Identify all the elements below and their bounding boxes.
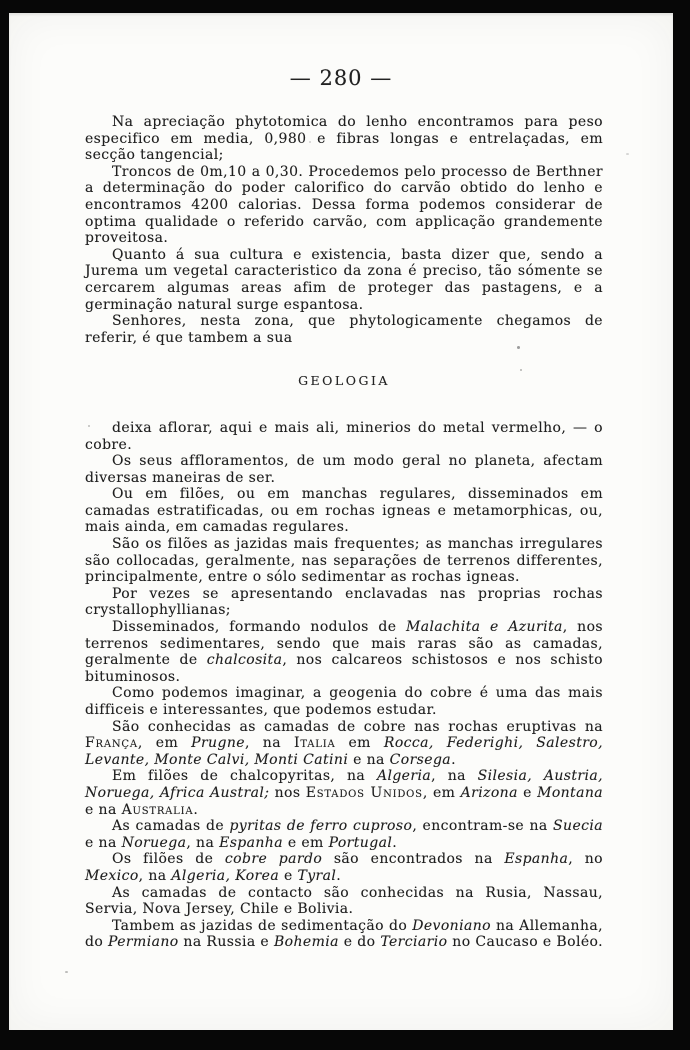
paragraph [85, 586, 603, 619]
text-run: Suecia [553, 818, 604, 835]
text-run: e na [85, 801, 122, 818]
paragraph [85, 851, 603, 884]
text-run: Prugne [191, 735, 245, 752]
text-run: Estados Unidos [305, 784, 423, 801]
text-run: Quanto á sua cultura e existencia, basta dizer que, sendo a Jurema um vegetal caracteristico da zona é preciso, tão sómente se cercarem algumas areas afim de proteger das pastagens, e a germinação natural surge espantosa. [85, 246, 603, 313]
text-run: Ou em filões, ou em manchas regulares, disseminados em camadas estratificadas, ou em rochas igneas e metamorphicas, ou, mais ainda, em camadas regulares. [85, 486, 603, 536]
text-run: , no [568, 851, 604, 868]
text-run: Devoniano [412, 917, 491, 934]
paragraph [85, 164, 603, 247]
text-run: , na [244, 735, 294, 752]
page-number-header: — 280 — [289, 66, 393, 90]
text-run: Noruega [121, 834, 187, 851]
text-run: na Russia e [178, 934, 274, 951]
text-run: Como podemos imaginar, a geogenia do cobre é uma das mais difficeis e interessantes, que podemos estudar. [85, 685, 603, 718]
text-run: , encontram-se na [412, 818, 554, 835]
text-run: e [517, 784, 538, 801]
paragraph [85, 114, 603, 164]
scan-speck [65, 971, 68, 973]
text-run: Corsega [389, 751, 452, 768]
paragraph [85, 536, 603, 586]
text-run: França [85, 735, 138, 752]
text-run: em [335, 735, 384, 752]
text-run: e [279, 867, 298, 884]
paragraph [85, 885, 603, 918]
paragraph [85, 420, 603, 453]
text-run: Tyral [297, 867, 337, 884]
text-run: cobre pardo [224, 851, 323, 868]
page-body [85, 114, 603, 951]
text-run: As camadas de contacto são conhecidas na Rusia, Nassau, Servia, Nova Jersey, Chile e Bolivia. [85, 884, 603, 918]
paragraph [85, 486, 603, 536]
book-page [9, 13, 673, 1030]
text-run: Portugal [328, 834, 393, 851]
text-run: Em filões de chalcopyritas, na [112, 768, 377, 785]
text-run: Tambem as jazidas de sedimentação do [112, 917, 413, 934]
text-run: Rocca, Federighi, Salestro, Levante, Monte Calvi, Monti Catini [85, 735, 603, 768]
text-run: Disseminados, formando nodulos de [112, 619, 406, 636]
text-run: Troncos de 0m,10 a 0,30. Procedemos pelo processo de Berthner a determinação do poder calorifico do carvão obtido do lenho e encontramos 4200 calorias. Dessa forma podemos considerar de optima qualidade o referido carvão, com applicação grandemente proveitosa. [85, 163, 603, 247]
paragraph [85, 918, 603, 951]
text-run: Algeria, Korea [171, 867, 280, 884]
text-run: nos [269, 784, 306, 801]
text-run: Malachita e Azurita [405, 619, 563, 636]
text-run: , nos terrenos sedimentares, sendo que mais raras são as camadas, geralmente de [85, 619, 604, 669]
text-run: chalcosita [206, 652, 283, 669]
text-run: e do [338, 934, 381, 951]
text-run: Algeria [376, 768, 432, 785]
text-run: Terciario [380, 934, 448, 951]
text-run: Arizona [460, 784, 518, 801]
text-run: Espanha [504, 851, 569, 868]
text-run: pyritas de ferro cuproso [229, 818, 413, 835]
paragraph [85, 313, 603, 346]
paragraph [85, 768, 603, 818]
text-run: . [336, 867, 342, 884]
paragraph [85, 619, 603, 685]
text-run: Montana [537, 784, 603, 801]
text-run: Por vezes se apresentando enclavadas nas proprias rochas crystallophyllianas; [85, 585, 603, 619]
text-run: . [193, 801, 199, 818]
scan-speck [88, 425, 90, 427]
section-heading: GEOLOGIA [298, 373, 390, 389]
text-run: Australia [121, 801, 194, 818]
text-run: Mexico [85, 867, 139, 884]
text-run: no Caucaso e Boléo. [447, 934, 603, 951]
text-run: Bohemia [273, 934, 339, 951]
text-run: , em [137, 735, 192, 752]
text-run: . [451, 751, 456, 768]
text-run: Espanha [219, 834, 283, 851]
text-run: São conhecidas as camadas de cobre nas rochas eruptivas na [112, 718, 603, 735]
text-run: deixa aflorar, aqui e mais ali, minerios do metal vermelho, — o cobre. [85, 419, 603, 453]
text-run: Italia [293, 735, 336, 752]
text-run: Silesia, Austria, Noruega, Africa Austral; [85, 768, 603, 801]
text-run: Permiano [108, 934, 179, 951]
paragraph [85, 719, 603, 769]
text-run: e na [85, 834, 122, 851]
text-run: Os filões de [112, 851, 225, 868]
scan-speck [520, 369, 522, 371]
paragraph [85, 818, 603, 851]
scan-speck [517, 346, 520, 349]
text-run: , nos calcareos schistosos e nos schisto bituminosos. [85, 652, 603, 685]
text-run: , na [138, 867, 172, 884]
text-run: , na [186, 834, 220, 851]
text-run: e na [348, 751, 390, 768]
scan-speck [309, 141, 311, 143]
text-run: . [392, 834, 398, 851]
paragraph [85, 685, 603, 718]
text-run: , em [422, 784, 461, 801]
text-run: São os filões as jazidas mais frequentes; as manchas irregulares são collocadas, geralmente, nas separações de terrenos differentes, principalmente, entre o sólo sedimentar as rochas igneas. [85, 536, 603, 586]
paragraph [85, 453, 603, 486]
text-run: Os seus affloramentos, de um modo geral no planeta, afectam diversas maneiras de ser. [85, 453, 603, 486]
scan-speck [626, 153, 629, 155]
text-run: são encontrados na [322, 851, 505, 868]
text-run: e em [282, 834, 329, 851]
text-run: Na apreciação phytotomica do lenho encontramos para peso especifico em media, 0,980 e fibras longas e entrelaçadas, em secção tangencial; [85, 114, 603, 164]
text-run: As camadas de [112, 818, 230, 835]
paragraph [85, 247, 603, 313]
text-run: , na [431, 768, 478, 785]
text-run: Senhores, nesta zona, que phytologicamente chegamos de referir, é que tambem a sua [85, 313, 603, 346]
text-run: na Allemanha, do [85, 917, 603, 951]
